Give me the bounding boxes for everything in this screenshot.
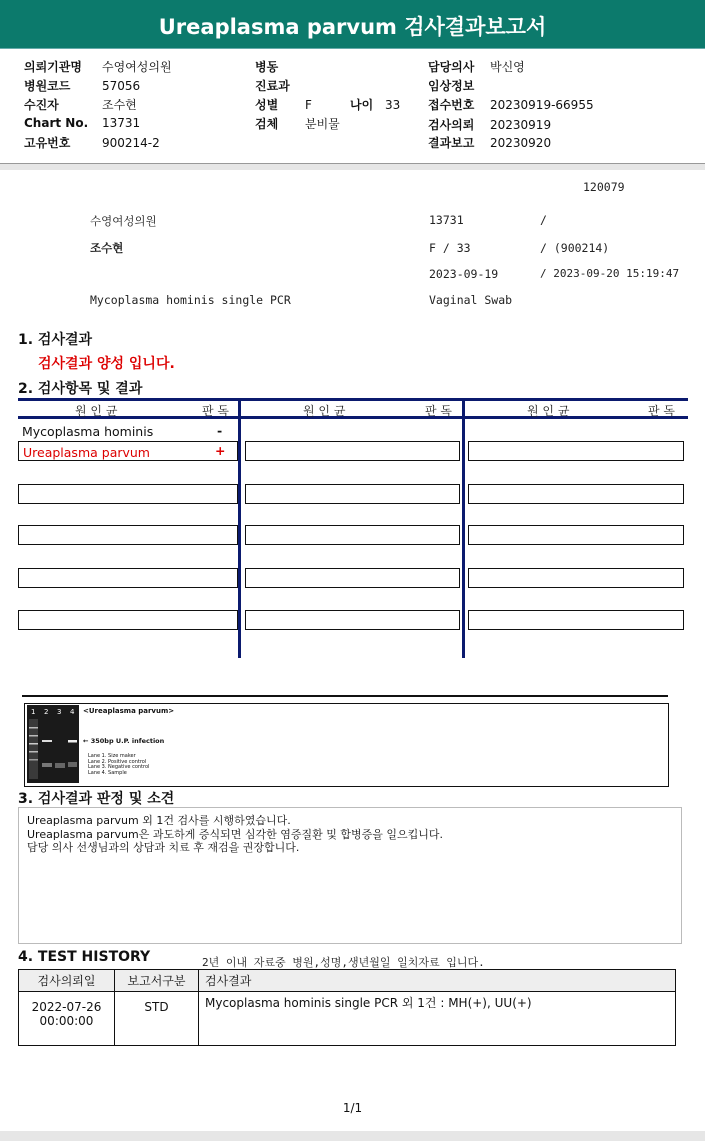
result-box bbox=[468, 610, 684, 630]
pathogen-name: Mycoplasma hominis bbox=[22, 424, 154, 439]
section2-heading: 2. 검사항목 및 결과 bbox=[18, 381, 143, 397]
col-judge-1: 판 독 bbox=[202, 404, 229, 418]
report-date-field: 결과보고 20230920 bbox=[428, 136, 552, 150]
gel-top-rule bbox=[22, 695, 668, 697]
gel-legend-item: Lane 1. Size maker bbox=[88, 753, 136, 759]
gel-legend bbox=[88, 754, 149, 776]
gel-lane-label: 2 bbox=[44, 708, 49, 716]
col-judge-3: 판 독 bbox=[648, 404, 675, 418]
page-number: 1/1 bbox=[342, 1101, 363, 1115]
gel-lane-label: 4 bbox=[70, 708, 75, 716]
sex-field: 성별 F bbox=[255, 98, 312, 112]
result-summary: 검사결과 양성 입니다. bbox=[38, 356, 175, 372]
footer-band bbox=[0, 1131, 705, 1141]
result-box bbox=[245, 441, 460, 461]
info-id-short: / (900214) bbox=[540, 241, 610, 255]
history-note: 2년 이내 자료중 병원,성명,생년월일 일치자료 입니다. bbox=[202, 956, 485, 969]
gel-marker-note: ← 350bp U.P. infection bbox=[83, 737, 165, 745]
info-report-datetime: / 2023-09-20 15:19:47 bbox=[540, 267, 680, 280]
result-box bbox=[245, 484, 460, 504]
gel-lane-label: 3 bbox=[57, 708, 62, 716]
results-table-header-rule bbox=[18, 416, 688, 419]
table-row bbox=[19, 992, 676, 1046]
info-test-name: Mycoplasma hominis single PCR bbox=[90, 293, 291, 307]
info-hospital: 수영여성의원 bbox=[90, 214, 157, 228]
history-col-date: 검사의뢰일 bbox=[19, 970, 115, 992]
result-box bbox=[18, 568, 238, 588]
results-table-divider-2 bbox=[462, 399, 465, 658]
col-judge-2: 판 독 bbox=[425, 404, 452, 418]
col-pathogen-2: 원 인 균 bbox=[303, 404, 346, 418]
opinion-line: Ureaplasma parvum 외 1건 검사를 시행하였습니다. bbox=[27, 814, 291, 827]
doctor-field: 담당의사 박신영 bbox=[428, 60, 525, 74]
document-number: 120079 bbox=[583, 180, 625, 194]
ward-field: 병동 bbox=[255, 60, 279, 74]
section1-heading: 1. 검사결과 bbox=[18, 332, 93, 348]
opinion-line: 담당 의사 선생님과의 상담과 치료 후 재검을 권장합니다. bbox=[27, 841, 300, 854]
gel-legend-item: Lane 2. Positive control bbox=[88, 758, 147, 765]
results-table-top-rule bbox=[18, 398, 688, 401]
specimen-field: 검체 분비물 bbox=[255, 117, 340, 131]
info-slash: / bbox=[540, 213, 547, 227]
result-box bbox=[468, 484, 684, 504]
report-title: Ureaplasma parvum 검사결과보고서 bbox=[158, 15, 547, 39]
request-date-field: 검사의뢰 20230919 bbox=[428, 118, 552, 132]
history-time: 00:00:00 bbox=[39, 1014, 94, 1028]
col-pathogen-1: 원 인 균 bbox=[75, 404, 118, 418]
result-box bbox=[468, 525, 684, 545]
patient-name-field: 수진자 조수현 bbox=[24, 98, 137, 112]
result-box bbox=[18, 610, 238, 630]
report-title-bar bbox=[0, 0, 705, 49]
unique-id-field: 고유번호 900214-2 bbox=[24, 136, 160, 150]
clinical-info-field: 임상정보 bbox=[428, 79, 475, 93]
history-table bbox=[18, 969, 676, 1046]
header-band bbox=[0, 164, 705, 170]
department-field: 진료과 bbox=[255, 79, 290, 93]
pathogen-result: - bbox=[217, 423, 223, 438]
hospital-name-field: 의뢰기관명 수영여성의원 bbox=[24, 60, 172, 74]
info-chart: 13731 bbox=[429, 213, 464, 227]
history-result: Mycoplasma hominis single PCR 외 1건 : MH(+), UU(+) bbox=[199, 992, 676, 1046]
col-pathogen-3: 원 인 균 bbox=[527, 404, 570, 418]
info-specimen: Vaginal Swab bbox=[429, 293, 513, 307]
result-box bbox=[245, 568, 460, 588]
result-box bbox=[18, 525, 238, 545]
opinion-box bbox=[18, 807, 682, 944]
result-box bbox=[468, 441, 684, 461]
gel-legend-item: Lane 3. Negative control bbox=[88, 764, 150, 771]
receipt-no-field: 접수번호 20230919-66955 bbox=[428, 98, 594, 112]
result-box bbox=[18, 484, 238, 504]
section4-heading: 4. TEST HISTORY bbox=[18, 949, 151, 965]
info-request-date: 2023-09-19 bbox=[429, 267, 499, 281]
chart-no-field: Chart No. 13731 bbox=[24, 116, 141, 130]
gel-legend-item: Lane 4. Sample bbox=[88, 769, 127, 776]
result-box bbox=[245, 610, 460, 630]
history-col-type: 보고서구분 bbox=[115, 970, 199, 992]
history-date: 2022-07-26 bbox=[31, 1000, 102, 1014]
info-patient: 조수현 bbox=[90, 241, 124, 255]
gel-electrophoresis-image bbox=[27, 705, 79, 783]
gel-title: <Ureaplasma parvum> bbox=[83, 707, 175, 715]
gel-lane-label: 1 bbox=[31, 708, 36, 716]
results-table-divider-1 bbox=[238, 399, 241, 658]
pathogen-name: Ureaplasma parvum bbox=[23, 445, 150, 460]
hospital-code-field: 병원코드 57056 bbox=[24, 79, 141, 93]
age-field: 나이 33 bbox=[350, 98, 401, 112]
opinion-line: Ureaplasma parvum은 과도하게 증식되면 심각한 염증질환 및 합병증을 일으킵니다. bbox=[27, 827, 443, 841]
history-date-cell bbox=[19, 992, 115, 1046]
result-box bbox=[245, 525, 460, 545]
history-col-result: 검사결과 bbox=[199, 970, 676, 992]
pathogen-result: + bbox=[215, 443, 226, 458]
history-header-row bbox=[19, 970, 676, 992]
info-sex-age: F / 33 bbox=[429, 241, 471, 255]
history-type: STD bbox=[115, 992, 199, 1046]
result-box bbox=[468, 568, 684, 588]
section3-heading: 3. 검사결과 판정 및 소견 bbox=[18, 791, 175, 807]
